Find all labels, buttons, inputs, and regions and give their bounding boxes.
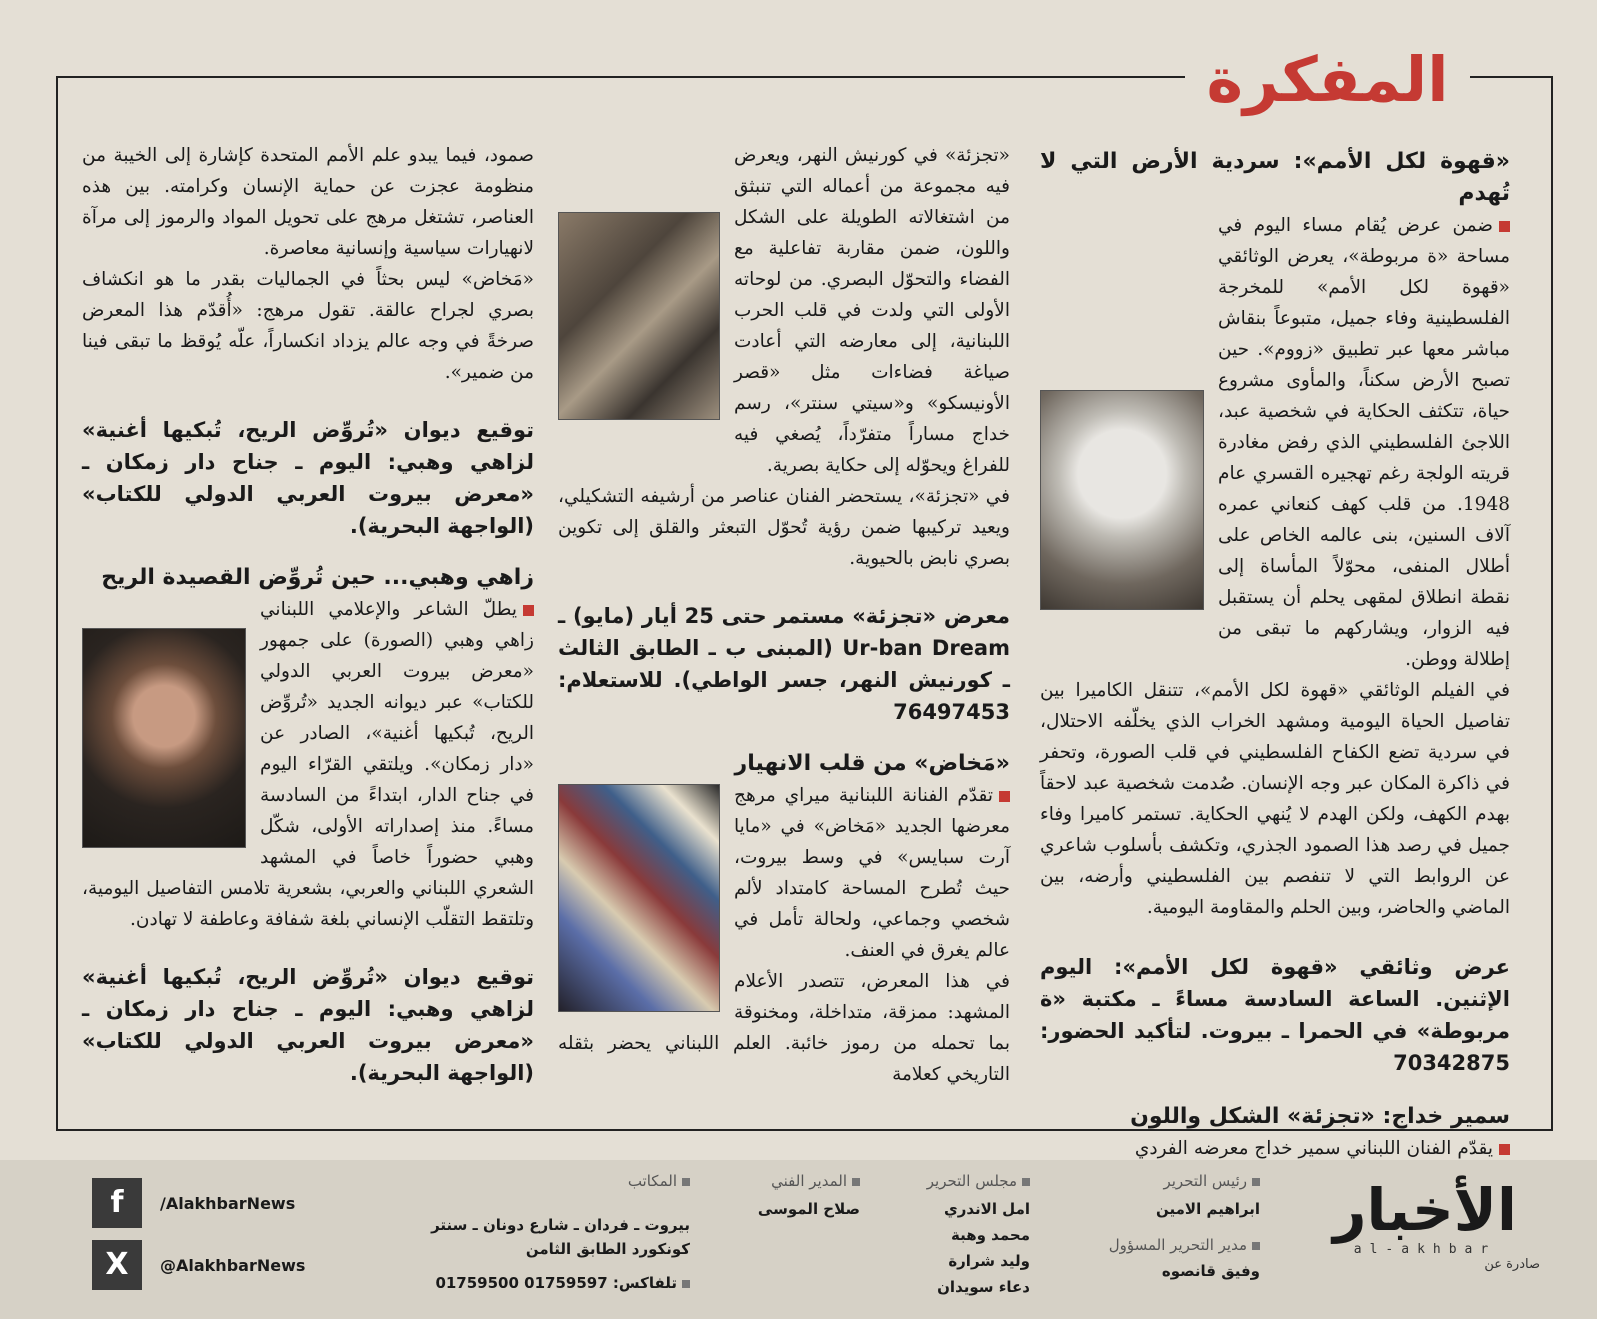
offices-address: كونكورد الطابق الثامن bbox=[525, 1240, 690, 1258]
column-right bbox=[1040, 146, 1510, 1164]
label-editorial-board bbox=[900, 1172, 1030, 1190]
paragraph: يطلّ الشاعر والإعلامي اللبناني زاهي وهبي (الصورة) على جمهور «معرض بيروت العربي الدولي للكتاب» عبر ديوانه الجديد «تُروِّض الريح، تُبكيها أغنية»، الصادر عن «دار زمكان». ويلتقي القرّاء اليوم في جناح الدار، ابتداءً من السادسة مساءً. منذ إصداراته الأولى، شكّل وهبي حضوراً خاصاً في المشهد الشعري اللبناني والعربي، بشعرية تلامس التفاصيل اليومية، وتلتقط التقلّب الإنساني بلغة شفافة وعاطفة لا تهادن. bbox=[82, 599, 534, 930]
label-text: مدير التحرير المسؤول bbox=[1108, 1236, 1247, 1254]
label-managing-editor bbox=[1070, 1236, 1260, 1254]
label-editor-in-chief bbox=[1110, 1172, 1260, 1190]
offices-address: بيروت ـ فردان ـ شارع دونان ـ سنتر bbox=[431, 1216, 690, 1234]
bullet-square-icon bbox=[999, 791, 1010, 802]
artwork-photo bbox=[558, 212, 720, 420]
headline-makhad: «مَخاض» من قلب الانهيار bbox=[734, 751, 1010, 776]
headline-khaddaj: سمير خداج: «تجزئة» الشكل واللون bbox=[1130, 1104, 1510, 1129]
managing-editor: وفيق قانصوه bbox=[1161, 1262, 1260, 1280]
issued-by: صادرة عن bbox=[1484, 1257, 1540, 1272]
column-left bbox=[82, 140, 534, 1089]
paragraph: في هذا المعرض، تتصدر الأعلام المشهد: ممزقة، متداخلة، ومخنوقة بما تحمله من رموز خائبة. العلم اللبناني يحضر بثقله التاريخي كعلامة bbox=[558, 971, 1010, 1085]
bullet-square-icon bbox=[682, 1280, 690, 1288]
label-offices bbox=[560, 1172, 690, 1190]
facebook-icon[interactable]: f bbox=[92, 1178, 142, 1228]
label-art-director bbox=[740, 1172, 860, 1190]
bullet-square-icon bbox=[523, 605, 534, 616]
headline-coffee: «قهوة لكل الأمم»: سردية الأرض التي لا تُهدم bbox=[1040, 149, 1510, 206]
masthead-footer bbox=[0, 1160, 1597, 1319]
event-info: توقيع ديوان «تُروِّض الريح، تُبكيها أغنية» لزاهي وهبي: اليوم ـ جناح دار زمكان ـ «معرض بيروت العربي الدولي للكتاب» (الواجهة البحرية). bbox=[82, 965, 534, 1085]
bullet-square-icon bbox=[852, 1178, 860, 1186]
bullet-square-icon bbox=[1022, 1178, 1030, 1186]
paragraph: تقدّم الفنانة اللبنانية ميراي مرهج معرضها الجديد «مَخاض» في «مايا آرت سبايس» في وسط بيروت، حيث تُطرح المساحة كامتداد لألم شخصي وجماعي، ولحالة تأمل في عالم يغرق في العنف. bbox=[734, 785, 1010, 961]
logo-text: الأخبار bbox=[1333, 1176, 1517, 1244]
board-member: وليد شرارة bbox=[948, 1252, 1030, 1270]
paragraph: «تجزئة» في كورنيش النهر، ويعرض فيه مجموعة من أعماله التي تنبثق من اشتغالاته الطويلة على الشكل واللون، ضمن مقاربة تفاعلية مع الفضاء والتحوّل البصري. من لوحاته الأولى التي ولدت في قلب الحرب اللبنانية، إلى معارضه التي أعادت صياغة فضاءات مثل «قصر الأونيسكو» و«سيتي سنتر»، رسم خداج مساراً متفرّداً، يُصغي فيه للفراغ ويحوّله إلى حكاية بصرية. bbox=[734, 145, 1010, 476]
headline-wehbi: زاهي وهبي... حين تُروِّض القصيدة الريح bbox=[101, 565, 534, 590]
bullet-square-icon bbox=[1252, 1178, 1260, 1186]
art-director: صلاح الموسى bbox=[757, 1200, 860, 1218]
editor-in-chief: ابراهيم الامين bbox=[1156, 1200, 1260, 1218]
x-icon[interactable]: X bbox=[92, 1240, 142, 1290]
facebook-handle[interactable]: /AlakhbarNews bbox=[160, 1194, 296, 1213]
bullet-square-icon bbox=[1499, 221, 1510, 232]
portrait-photo bbox=[82, 628, 246, 848]
portrait-photo bbox=[1040, 390, 1204, 610]
board-member: محمد وهبة bbox=[951, 1226, 1030, 1244]
label-text: رئيس التحرير bbox=[1163, 1172, 1247, 1190]
column-middle bbox=[558, 140, 1010, 1090]
label-text: المكاتب bbox=[627, 1172, 677, 1190]
paragraph: يقدّم الفنان اللبناني سمير خداج معرضه الفردي bbox=[1134, 1138, 1493, 1159]
x-handle[interactable]: @AlakhbarNews bbox=[160, 1256, 306, 1275]
paragraph: صمود، فيما يبدو علم الأمم المتحدة كإشارة إلى الخيبة من منظومة عجزت عن حماية الإنسان وكرامته. بين هذه العناصر، تشتغل مرهج على تحويل المواد والرموز إلى مرآة لانهيارات سياسية وإنسانية معاصرة. bbox=[82, 145, 534, 259]
paragraph: في «تجزئة»، يستحضر الفنان عناصر من أرشيفه التشكيلي، ويعيد تركيبها ضمن رؤية تُحوّل التبعثر والقلق إلى تكوين بصري نابض بالحيوية. bbox=[558, 486, 1010, 569]
section-title: المفكرة bbox=[1185, 40, 1470, 120]
bullet-square-icon bbox=[682, 1178, 690, 1186]
label-text: المدير الفني bbox=[771, 1172, 847, 1190]
event-info: معرض «تجزئة» مستمر حتى 25 أيار (مايو) ـ Ur-ban Dream (المبنى ب ـ الطابق الثالث ـ كورنيش النهر، جسر الواطي). للاستعلام: 76497453 bbox=[558, 604, 1010, 724]
artwork-photo bbox=[558, 784, 720, 1012]
board-member: امل الاندري bbox=[943, 1200, 1030, 1218]
paragraph: «مَخاض» ليس بحثاً في الجماليات بقدر ما هو انكشاف بصري لجراح عالقة. تقول مرهج: «أُقدّم هذا المعرض صرخةً في وجه عالم يزداد انكساراً، علّه يُوقظ ما تبقى فينا من ضمير». bbox=[82, 269, 534, 383]
label-text: مجلس التحرير bbox=[926, 1172, 1017, 1190]
event-info: توقيع ديوان «تُروِّض الريح، تُبكيها أغنية» لزاهي وهبي: اليوم ـ جناح دار زمكان ـ «معرض بيروت العربي الدولي للكتاب» (الواجهة البحرية). bbox=[82, 418, 534, 538]
event-info: عرض وثائقي «قهوة لكل الأمم»: اليوم الإثنين. الساعة السادسة مساءً ـ مكتبة «ة مربوطة» في الحمرا ـ بيروت. لتأكيد الحضور: 70342875 bbox=[1040, 955, 1510, 1075]
phone-numbers: 01759500 01759597 bbox=[435, 1274, 608, 1292]
paragraph: في الفيلم الوثائقي «قهوة لكل الأمم»، تتنقل الكاميرا بين تفاصيل الحياة اليومية ومشهد الخراب الذي يخلّفه الاحتلال، في سردية تضع الكفاح الفلسطيني في قلب الصورة، وتحفر في ذاكرة المكان عبر وجه الإنسان. صُدمت شخصية عبد لاحقاً بهدم الكهف، ولكن الهدم لا يُنهي الحكاية. تستمر كاميرا وفاء جميل في رصد هذا الصمود الجذري، وتكشف بأسلوب شاعري عن الروابط التي لا تنفصم بين الفلسطيني وأرضه، بين الماضي والحاضر، وبين الحلم والمقاومة اليومية. bbox=[1040, 680, 1510, 918]
paragraph: ضمن عرض يُقام مساء اليوم في مساحة «ة مربوطة»، يعرض الوثائقي «قهوة لكل الأمم» للمخرجة الفلسطينية وفاء جميل، متبوعاً بنقاش مباشر معها عبر تطبيق «زووم». حين تصبح الأرض سكناً، والمأوى مشروع حياة، تتكثف الحكاية في شخصية عبد، اللاجئ الفلسطيني الذي رفض مغادرة قريته الولجة رغم تهجيره القسري عام 1948. من قلب كهف كنعاني عمره آلاف السنين، بنى عالمه الخاص على أطلال المنفى، محوّلاً المأساة إلى نقطة انطلاق لمقهى يحلم أن يستقبل فيه الزوار، ويشاركهم ما تبقى من إطلالة ووطن. bbox=[1218, 215, 1510, 670]
logo-latin: al-akhbar bbox=[1353, 1242, 1497, 1257]
bullet-square-icon bbox=[1499, 1144, 1510, 1155]
phone-line bbox=[410, 1270, 690, 1296]
board-member: دعاء سويدان bbox=[937, 1278, 1030, 1296]
phone-label: تلفاكس: bbox=[612, 1274, 677, 1292]
bullet-square-icon bbox=[1252, 1242, 1260, 1250]
newspaper-logo bbox=[1310, 1176, 1540, 1272]
